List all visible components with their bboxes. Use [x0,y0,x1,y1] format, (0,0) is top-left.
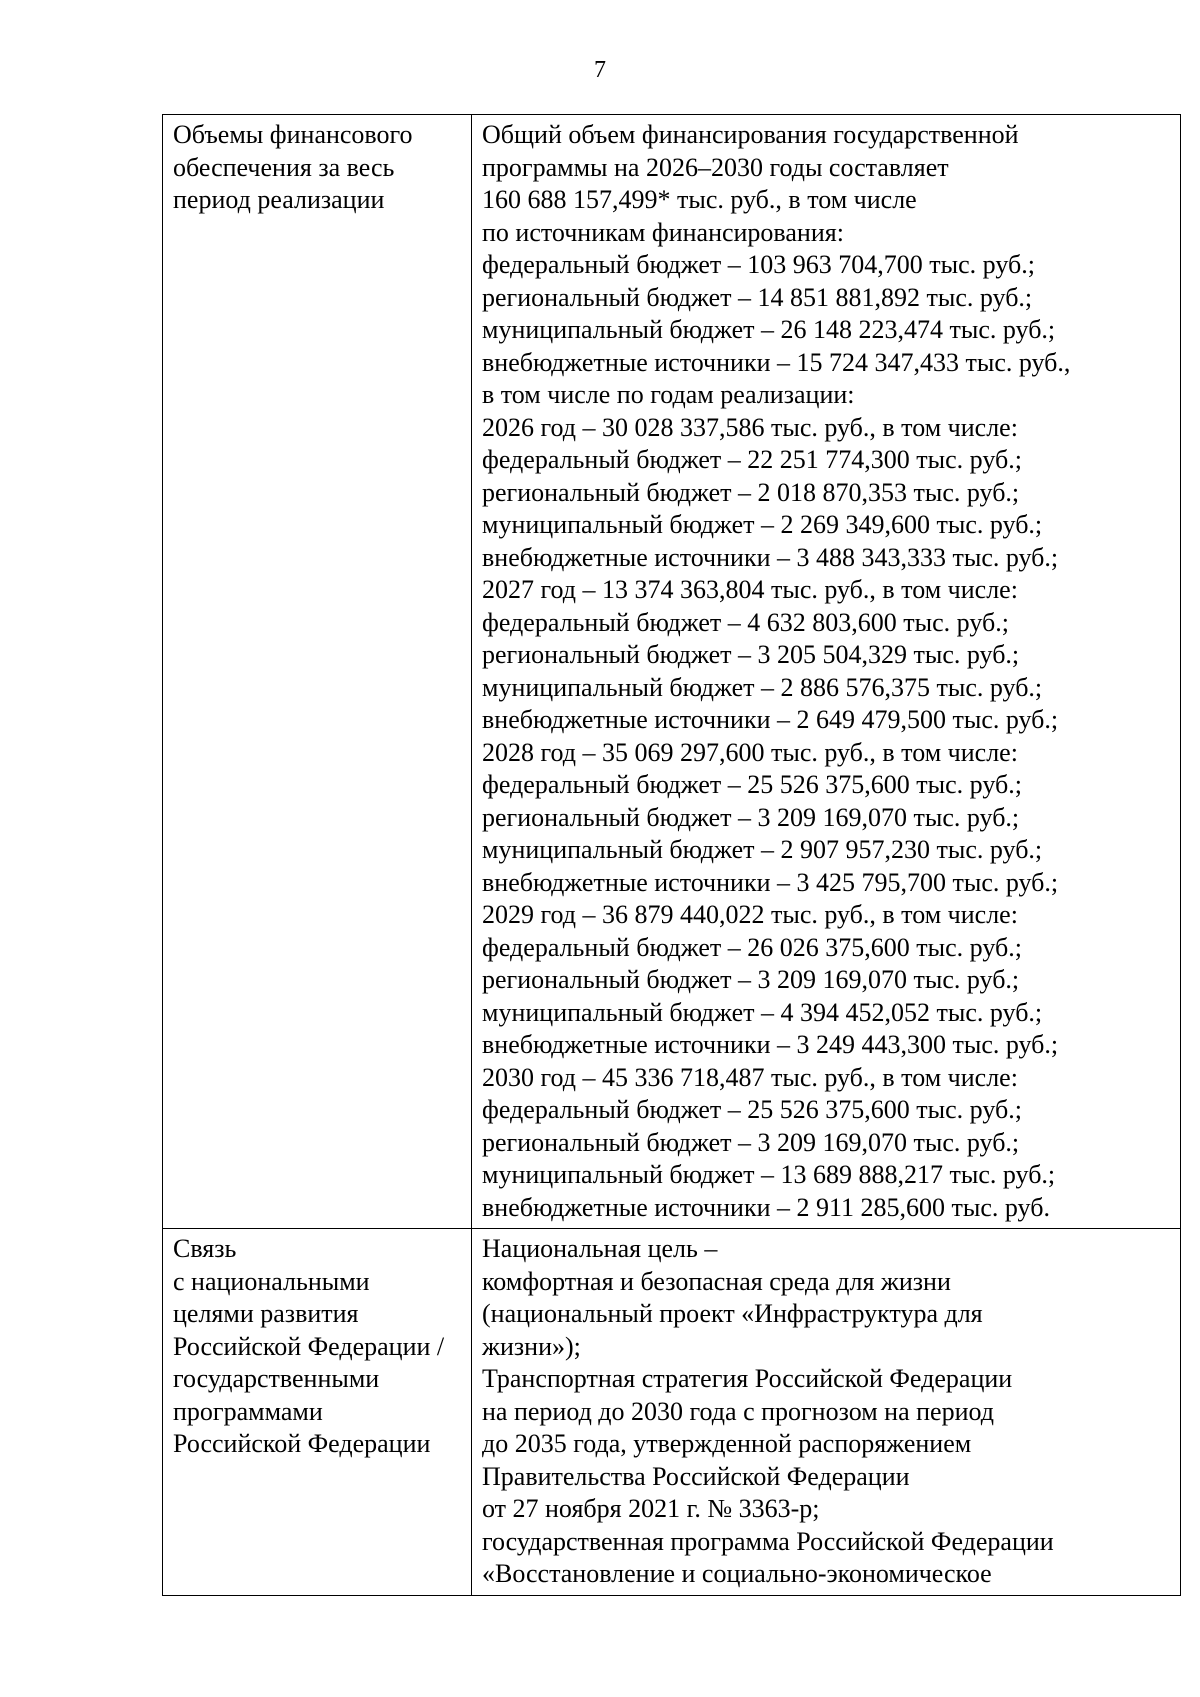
value-line: федеральный бюджет – 25 526 375,600 тыс. руб.; [482,1095,1022,1124]
label-line: программами [173,1396,323,1426]
value-line: Правительства Российской Федерации [482,1461,910,1491]
value-line: 2028 год – 35 069 297,600 тыс. руб., в том числе: [482,737,1018,767]
value-line: муниципальный бюджет – 2 886 576,375 тыс. руб.; [482,672,1043,702]
value-line: внебюджетные источники – 2 911 285,600 тыс. руб. [482,1192,1050,1222]
value-line: Общий объем финансирования государственной [482,120,1019,149]
value-line: региональный бюджет – 2 018 870,353 тыс. руб.; [482,477,1020,507]
table-body [163,115,1181,1596]
label-line: с национальными [173,1266,370,1296]
value-line: «Восстановление и социально-экономическое [482,1559,992,1588]
row-value-cell [472,1229,1181,1596]
value-line: муниципальный бюджет – 26 148 223,474 тыс. руб.; [482,315,1056,344]
label-line: Связь [173,1234,237,1263]
value-line: по источникам финансирования: [482,217,844,247]
value-line: 2027 год – 13 374 363,804 тыс. руб., в том числе: [482,575,1018,604]
value-line: муниципальный бюджет – 4 394 452,052 тыс. руб.; [482,997,1043,1027]
label-line: Российской Федерации / [173,1331,445,1361]
value-line: 160 688 157,499* тыс. руб., в том числе [482,185,917,214]
row-value-cell [472,115,1181,1229]
value-line: жизни»); [482,1331,581,1361]
value-line: внебюджетные источники – 15 724 347,433 тыс. руб., [482,347,1071,377]
value-line: региональный бюджет – 3 205 504,329 тыс. руб.; [482,640,1020,669]
value-line: внебюджетные источники – 2 649 479,500 тыс. руб.; [482,705,1059,734]
label-line: государственными [173,1364,380,1393]
label-line: период реализации [173,185,385,214]
value-line: Национальная цель – [482,1234,718,1263]
label-line: Объемы финансового [173,120,413,149]
value-line: региональный бюджет – 3 209 169,070 тыс. руб.; [482,802,1020,832]
label-line: Российской Федерации [173,1429,431,1458]
value-line: комфортная и безопасная среда для жизни [482,1266,951,1296]
value-line: федеральный бюджет – 22 251 774,300 тыс. руб.; [482,445,1022,474]
program-passport-table [162,114,1181,1596]
value-line: 2030 год – 45 336 718,487 тыс. руб., в том числе: [482,1062,1018,1092]
table-row [163,115,1181,1229]
value-line: государственная программа Российской Федерации [482,1526,1054,1556]
value-line: (национальный проект «Инфраструктура для [482,1299,983,1328]
value-line: региональный бюджет – 3 209 169,070 тыс. руб.; [482,1127,1020,1157]
table-row [163,1229,1181,1596]
value-line: в том числе по годам реализации: [482,380,855,409]
label-line: обеспечения за весь [173,152,395,182]
value-line: региональный бюджет – 14 851 881,892 тыс. руб.; [482,282,1033,312]
value-line: федеральный бюджет – 26 026 375,600 тыс. руб.; [482,932,1022,962]
value-line: внебюджетные источники – 3 488 343,333 тыс. руб.; [482,542,1059,572]
value-line: 2029 год – 36 879 440,022 тыс. руб., в том числе: [482,900,1018,929]
row-label-cell [163,115,472,1229]
value-line: федеральный бюджет – 25 526 375,600 тыс. руб.; [482,770,1022,799]
row-label-cell [163,1229,472,1596]
value-line: региональный бюджет – 3 209 169,070 тыс. руб.; [482,965,1020,994]
value-line: федеральный бюджет – 4 632 803,600 тыс. руб.; [482,607,1009,637]
value-line: муниципальный бюджет – 2 907 957,230 тыс. руб.; [482,835,1043,864]
label-line: целями развития [173,1299,359,1328]
value-line: внебюджетные источники – 3 249 443,300 тыс. руб.; [482,1030,1059,1059]
value-line: от 27 ноября 2021 г. № 3363-р; [482,1494,820,1523]
value-line: на период до 2030 года с прогнозом на период [482,1396,994,1426]
value-line: 2026 год – 30 028 337,586 тыс. руб., в том числе: [482,412,1018,442]
value-line: муниципальный бюджет – 13 689 888,217 тыс. руб.; [482,1160,1056,1189]
value-line: программы на 2026–2030 годы составляет [482,152,949,182]
value-line: внебюджетные источники – 3 425 795,700 тыс. руб.; [482,867,1059,897]
page-number: 7 [594,57,606,83]
value-line: федеральный бюджет – 103 963 704,700 тыс. руб.; [482,250,1035,279]
value-line: до 2035 года, утвержденной распоряжением [482,1429,972,1458]
value-line: муниципальный бюджет – 2 269 349,600 тыс. руб.; [482,510,1043,539]
value-line: Транспортная стратегия Российской Федерации [482,1364,1013,1393]
